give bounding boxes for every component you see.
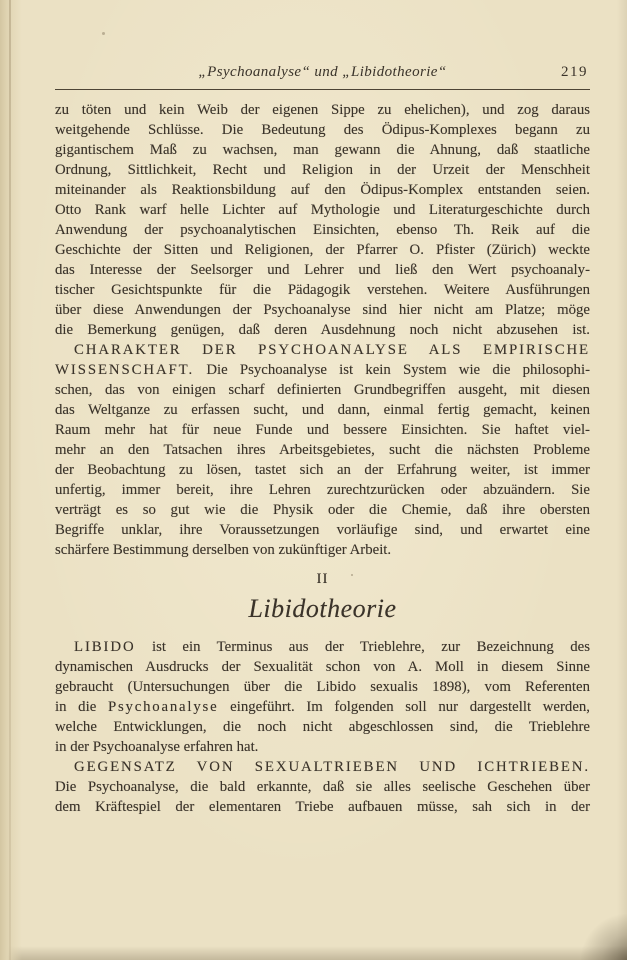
text-line: über diese Anwendungen der Psychoanalyse sind hier nicht am Platze; möge: [55, 302, 590, 318]
text-line: schärfere Bestimmung derselben von zukünftiger Arbeit.: [55, 542, 392, 558]
text-line: gigantischem Maß zu wachsen, man gewann die Ahnung, daß staatliche: [55, 142, 590, 158]
text-line: Ordnung, Sittlichkeit, Recht und Religion in der Urzeit der Menschheit: [55, 162, 590, 178]
text-line: [55, 360, 590, 380]
text-line: tischer Gesichtspunkte für die Pädagogik verstehen. Weitere Ausführungen: [55, 282, 590, 298]
text-line: das Weltganze zu erfassen sucht, und dann, einmal fertig gemacht, keinen: [55, 402, 590, 418]
text-line: die Bemerkung genügen, daß deren Ausdehnung noch nicht abzusehen ist.: [55, 322, 590, 338]
text-line: dynamischen Ausdrucks der Sexualität schon von A. Moll in diesem Sinne: [55, 659, 590, 675]
text-line: Otto Rank warf helle Lichter auf Mythologie und Literaturgeschichte durch: [55, 202, 590, 218]
small-caps-heading: LIBIDO: [74, 639, 136, 655]
text-line: [55, 697, 590, 717]
small-caps-heading: CHARAKTER DER PSYCHOANALYSE ALS EMPIRISCHE: [74, 342, 590, 358]
paragraph-gegensatz: [55, 757, 590, 817]
paragraph-charakter: [55, 340, 590, 560]
section-title: Libidotheorie: [248, 594, 397, 623]
text-line: in der Psychoanalyse erfahren hat.: [55, 739, 259, 755]
small-caps-heading: GEGENSATZ VON SEXUALTRIEBEN UND ICHTRIEBEN.: [74, 759, 590, 775]
paragraph-continuation: [55, 100, 590, 340]
text-line: zu töten und kein Weib der eigenen Sippe zu ehelichen), und zog daraus: [55, 102, 590, 118]
text-line: mehr an den Tatsachen ihres Arbeitsgebietes, sucht die nächsten Probleme: [55, 442, 590, 458]
text-line: Raum mehr hat für neue Funde und bessere Einsichten. Sie haftet viel-: [55, 422, 590, 438]
paper-speck: [102, 32, 105, 35]
text-line: Die Psychoanalyse, die bald erkannte, daß sie alles seelische Geschehen über: [55, 779, 590, 795]
letterspaced-word: Psychoanalyse: [107, 699, 219, 715]
text-line: das Interesse der Seelsorger und Lehrer und ließ den Wert psychoanaly-: [55, 262, 590, 278]
page-binding-crease: [9, 0, 11, 960]
text-line: verträgt es so gut wie die Physik oder die Chemie, daß ihre obersten: [55, 502, 590, 518]
text-run: eingeführt. Im folgenden soll nur dargestellt werden,: [230, 699, 590, 715]
small-caps-heading: WISSENSCHAFT.: [55, 362, 195, 378]
running-header: [55, 64, 590, 85]
paragraph-libido: [55, 637, 590, 757]
text-run: in die: [55, 699, 97, 715]
text-line: schen, das von einigen scharf definierten Grundbegriffen ausgeht, mit diesen: [55, 382, 590, 398]
text-run: Die Psychoanalyse ist kein System wie die philosophi-: [206, 362, 590, 378]
text-line: welche Entwicklungen, die noch nicht abgeschlossen sind, die Trieblehre: [55, 719, 590, 735]
text-line: Anwendung der psychoanalytischen Einsichten, ebenso Th. Reik auf die: [55, 222, 590, 238]
text-line: Begriffe unklar, ihre Voraussetzungen vorläufige sind, und erwartet eine: [55, 522, 590, 538]
text-line: Geschichte der Sitten und Religionen, der Pfarrer O. Pfister (Zürich) weckte: [55, 242, 590, 258]
text-line: unfertig, immer bereit, ihre Lehren zurechtzurücken oder abzuändern. Sie: [55, 482, 590, 498]
page-corner-shadow: [581, 914, 627, 960]
text-line: [55, 340, 590, 360]
text-line: dem Kräftespiel der elementaren Triebe aufbauen müsse, sah sich in der: [55, 799, 590, 815]
header-rule: [55, 89, 590, 90]
text-line: [55, 757, 590, 777]
text-line: der Beobachtung zu lösen, tastet sich an der Erfahrung weiter, ist immer: [55, 462, 590, 478]
text-line: gebraucht (Untersuchungen über die Libido sexualis 1898), vom Referenten: [55, 679, 590, 695]
page-number: 219: [561, 64, 588, 80]
running-header-title: „Psychoanalyse“ und „Libidotheorie“: [198, 64, 447, 80]
text-run: ist ein Terminus aus der Trieblehre, zur Bezeichnung des: [152, 639, 590, 655]
text-line: weitgehende Schlüsse. Die Bedeutung des Ödipus-Komplexes begann zu: [55, 122, 590, 138]
text-block: [55, 64, 590, 817]
text-line: [55, 637, 590, 657]
section-number: II: [316, 571, 329, 587]
text-line: miteinander als Reaktionsbildung auf den Ödipus-Komplex entstanden seien.: [55, 182, 590, 198]
